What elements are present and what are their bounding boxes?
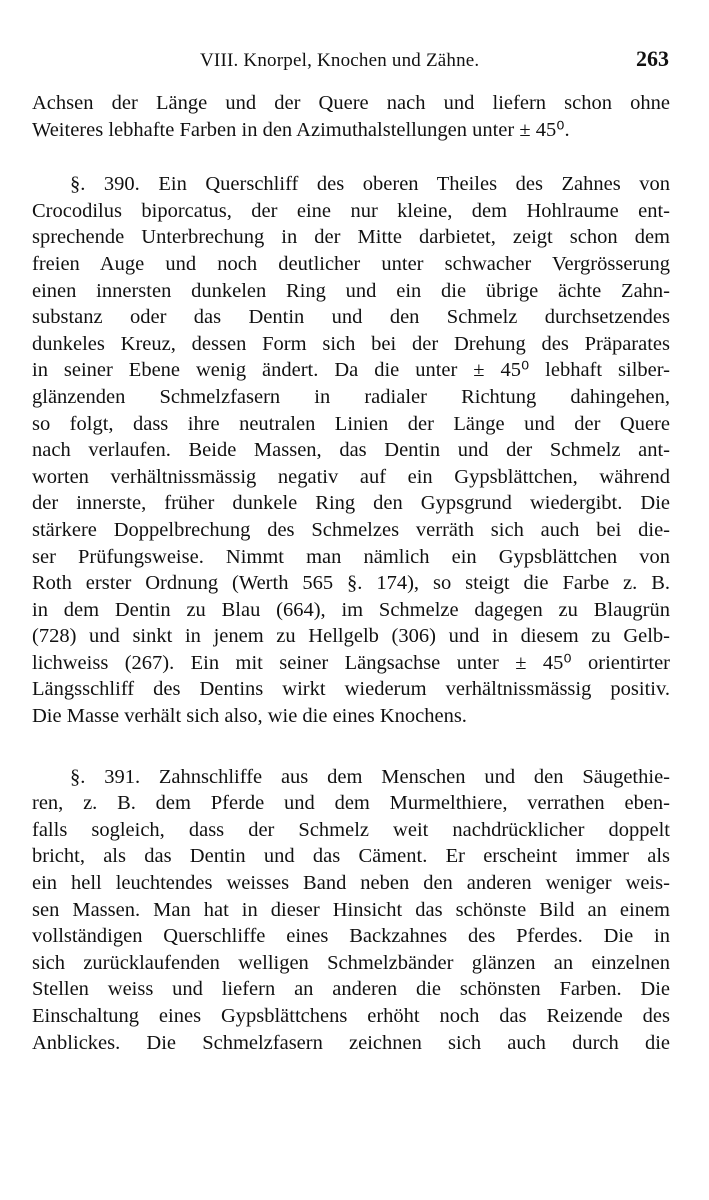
text-line: sprechende Unterbrechung in der Mitte darbietet, zeigt schon dem (32, 226, 670, 249)
text-line: Weiteres lebhafte Farben in den Azimuthalstellungen unter ± 45⁰. (32, 118, 570, 141)
text-line: sich zurücklaufenden welligen Schmelzbänder glänzen an einzelnen (32, 951, 670, 974)
text-line: einen innersten dunkelen Ring und ein die übrige ächte Zahn- (32, 279, 670, 302)
text-line: Roth erster Ordnung (Werth 565 §. 174), so steigt die Farbe z. B. (32, 572, 670, 595)
text-line: so folgt, dass ihre neutralen Linien der Länge und der Quere (32, 412, 670, 435)
text-line: in dem Dentin zu Blau (664), im Schmelze dagegen zu Blaugrün (32, 598, 670, 621)
text-line: der innerste, früher dunkele Ring den Gypsgrund wiedergibt. Die (32, 492, 670, 515)
text-line: falls sogleich, dass der Schmelz weit nachdrücklicher doppelt (32, 818, 670, 841)
text-line: §. 390. Ein Querschliff des oberen Theiles des Zahnes von (70, 173, 670, 196)
text-line: Achsen der Länge und der Quere nach und liefern schon ohne (32, 92, 670, 114)
text-line: bricht, als das Dentin und das Cäment. Er erscheint immer als (32, 845, 670, 868)
text-line: stärkere Doppelbrechung des Schmelzes verräth sich auch bei die- (32, 518, 670, 541)
text-line: ein hell leuchtendes weisses Band neben den anderen weniger weis- (32, 872, 670, 895)
text-line: freien Auge und noch deutlicher unter schwacher Vergrösserung (32, 252, 670, 275)
text-line: worten verhältnissmässig negativ auf ein Gypsblättchen, während (32, 465, 670, 488)
text-line: Crocodilus biporcatus, der eine nur kleine, dem Hohlraume ent- (32, 199, 670, 222)
text-line: nach verlaufen. Beide Massen, das Dentin und der Schmelz ant- (32, 439, 670, 462)
page-body (32, 90, 670, 1056)
text-line: (728) und sinkt in jenem zu Hellgelb (306) und in diesem zu Gelb- (32, 625, 670, 648)
text-line: Stellen weiss und liefern an anderen die schönsten Farben. Die (32, 978, 670, 1001)
text-line: ren, z. B. dem Pferde und dem Murmelthiere, verrathen eben- (32, 792, 670, 815)
text-line: vollständigen Querschliffe eines Backzahnes des Pferdes. Die in (32, 925, 670, 948)
paragraph-gap (32, 730, 670, 764)
text-line: ser Prüfungsweise. Nimmt man nämlich ein Gypsblättchen von (32, 545, 670, 568)
text-line: Die Masse verhält sich also, wie die eines Knochens. (32, 705, 467, 728)
text-line: in seiner Ebene wenig ändert. Da die unter ± 45⁰ lebhaft silber- (32, 359, 670, 382)
text-line: Längsschliff des Dentins wirkt wiederum verhältnissmässig positiv. (32, 678, 670, 701)
text-line: glänzenden Schmelzfasern in radialer Richtung dahingehen, (32, 385, 670, 408)
running-head: VIII. Knorpel, Knochen und Zähne. (200, 50, 480, 71)
text-line: Anblickes. Die Schmelzfasern zeichnen sich auch durch die (32, 1031, 670, 1054)
text-line: §. 391. Zahnschliffe aus dem Menschen und den Säugethie- (70, 765, 670, 788)
text-line: substanz oder das Dentin und den Schmelz durchsetzendes (32, 306, 670, 329)
text-line: Einschaltung eines Gypsblättchens erhöht noch das Reizende des (32, 1005, 670, 1027)
text-line: lichweiss (267). Ein mit seiner Längsachse unter ± 45⁰ orientirter (32, 651, 670, 674)
text-line: dunkeles Kreuz, dessen Form sich bei der Drehung des Präparates (32, 332, 670, 355)
page-number: 263 (636, 46, 669, 71)
paragraph-gap (32, 143, 670, 171)
text-line: sen Massen. Man hat in dieser Hinsicht das schönste Bild an einem (32, 898, 670, 921)
page-header (32, 44, 669, 76)
